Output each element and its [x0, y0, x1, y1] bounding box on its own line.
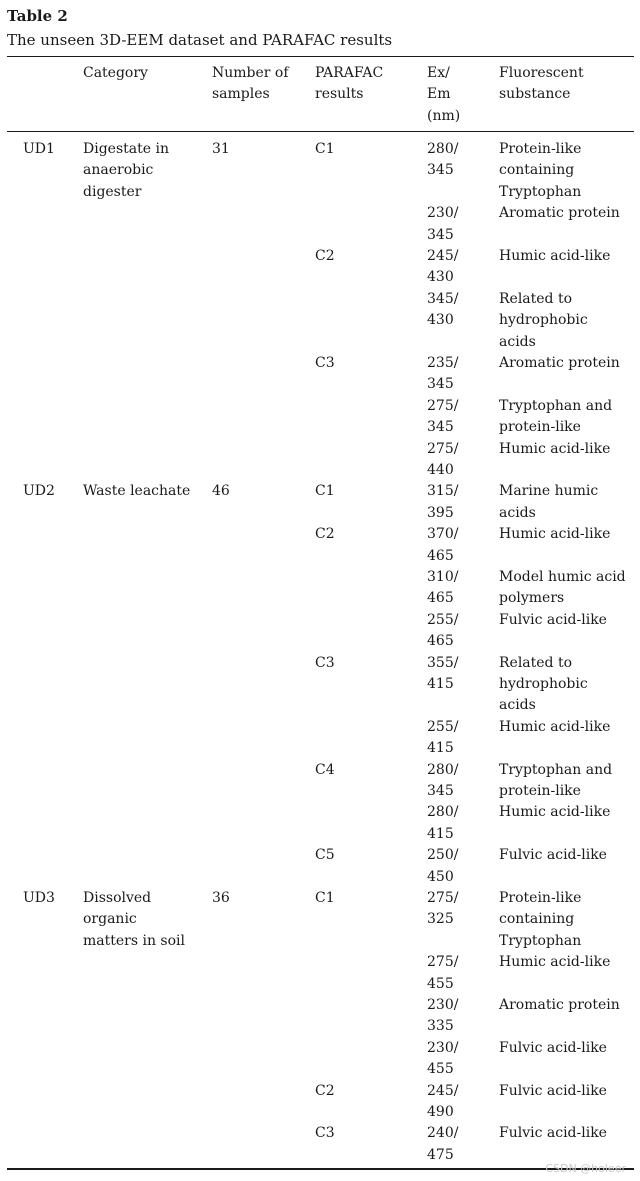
component-name: C1: [315, 483, 335, 500]
component-name: C2: [315, 526, 335, 543]
exem-value: 315/ 395: [427, 483, 459, 521]
substance-value: Humic acid-like: [499, 440, 611, 457]
substance-value: Fulvic acid-like: [499, 611, 607, 628]
exem-value: 275/ 440: [427, 440, 459, 478]
substance-value: Related to hydrophobic acids: [499, 654, 588, 714]
exem-value: 235/ 345: [427, 355, 459, 393]
exem-value: 310/ 465: [427, 569, 459, 607]
exem-value: 245/ 490: [427, 1082, 459, 1120]
substance-value: Marine humic acids: [499, 483, 599, 521]
substance-value: Humic acid-like: [499, 804, 611, 821]
exem-value: 255/ 415: [427, 718, 459, 757]
exem-value: 255/ 465: [427, 611, 459, 650]
exem-value: 280/ 345: [427, 141, 459, 179]
component-name: C1: [315, 890, 335, 906]
substance-value: Fulvic acid-like: [499, 1082, 607, 1099]
dataset-samples: 46: [212, 483, 230, 500]
exem-value: 275/ 345: [427, 397, 459, 436]
component-name: C4: [315, 761, 335, 778]
table-label: Table 2: [7, 7, 68, 25]
header-exem: Ex/ Em (nm): [427, 65, 461, 124]
dataset-category: Digestate in anaerobic digester: [83, 141, 169, 200]
component-name: C3: [315, 654, 335, 671]
exem-value: 275/ 325: [427, 890, 459, 928]
table-header-rule: [7, 131, 634, 132]
substance-value: Model humic acid polymers: [499, 569, 626, 607]
header-parafac: PARAFAC results: [315, 65, 384, 103]
exem-value: 230/ 345: [427, 205, 459, 243]
dataset-samples: 36: [212, 890, 230, 906]
exem-value: 370/ 465: [427, 526, 459, 564]
substance-value: Humic acid-like: [499, 954, 611, 971]
component-name: C1: [315, 141, 335, 157]
dataset-category: Waste leachate: [83, 483, 191, 500]
table-header-row: [0, 63, 640, 129]
dataset-id: UD2: [23, 483, 55, 500]
component-name: C3: [315, 355, 335, 371]
substance-value: Humic acid-like: [499, 248, 611, 264]
exem-value: 245/ 430: [427, 248, 459, 286]
component-name: C2: [315, 1082, 335, 1099]
header-substance: Fluorescent substance: [499, 65, 584, 103]
table-title: The unseen 3D-EEM dataset and PARAFAC results: [7, 31, 393, 49]
dataset-id: UD1: [23, 141, 55, 157]
substance-value: Protein-like containing Tryptophan: [499, 141, 582, 200]
substance-value: Tryptophan and protein-like: [499, 397, 613, 436]
substance-value: Aromatic protein: [499, 205, 620, 222]
component-name: C2: [315, 248, 335, 264]
exem-value: 250/ 450: [427, 847, 459, 885]
component-name: C3: [315, 1125, 335, 1142]
substance-value: Related to hydrophobic acids: [499, 290, 588, 350]
substance-value: Aromatic protein: [499, 355, 620, 371]
substance-value: Humic acid-like: [499, 526, 611, 543]
component-name: C5: [315, 847, 335, 864]
dataset-samples: 31: [212, 141, 230, 157]
substance-value: Fulvic acid-like: [499, 1125, 607, 1142]
substance-value: Fulvic acid-like: [499, 847, 607, 864]
exem-value: 240/ 475: [427, 1125, 459, 1163]
substance-value: Aromatic protein: [499, 997, 620, 1013]
header-samples: Number of samples: [212, 65, 289, 103]
substance-value: Fulvic acid-like: [499, 1039, 607, 1056]
exem-value: 355/ 415: [427, 654, 459, 692]
dataset-category: Dissolved organic matters in soil: [83, 890, 185, 949]
exem-value: 230/ 335: [427, 997, 459, 1035]
substance-value: Protein-like containing Tryptophan: [499, 890, 582, 949]
exem-value: 280/ 345: [427, 761, 459, 799]
substance-value: Tryptophan and protein-like: [499, 761, 613, 799]
table-top-rule: [7, 56, 634, 57]
watermark: CSDN @holeer: [545, 1162, 626, 1175]
exem-value: 230/ 455: [427, 1039, 459, 1078]
exem-value: 345/ 430: [427, 290, 459, 329]
dataset-id: UD3: [23, 890, 55, 906]
table-bottom-rule: [7, 1168, 634, 1170]
exem-value: 280/ 415: [427, 804, 459, 842]
exem-value: 275/ 455: [427, 954, 459, 992]
header-category: Category: [83, 65, 148, 81]
substance-value: Humic acid-like: [499, 718, 611, 735]
